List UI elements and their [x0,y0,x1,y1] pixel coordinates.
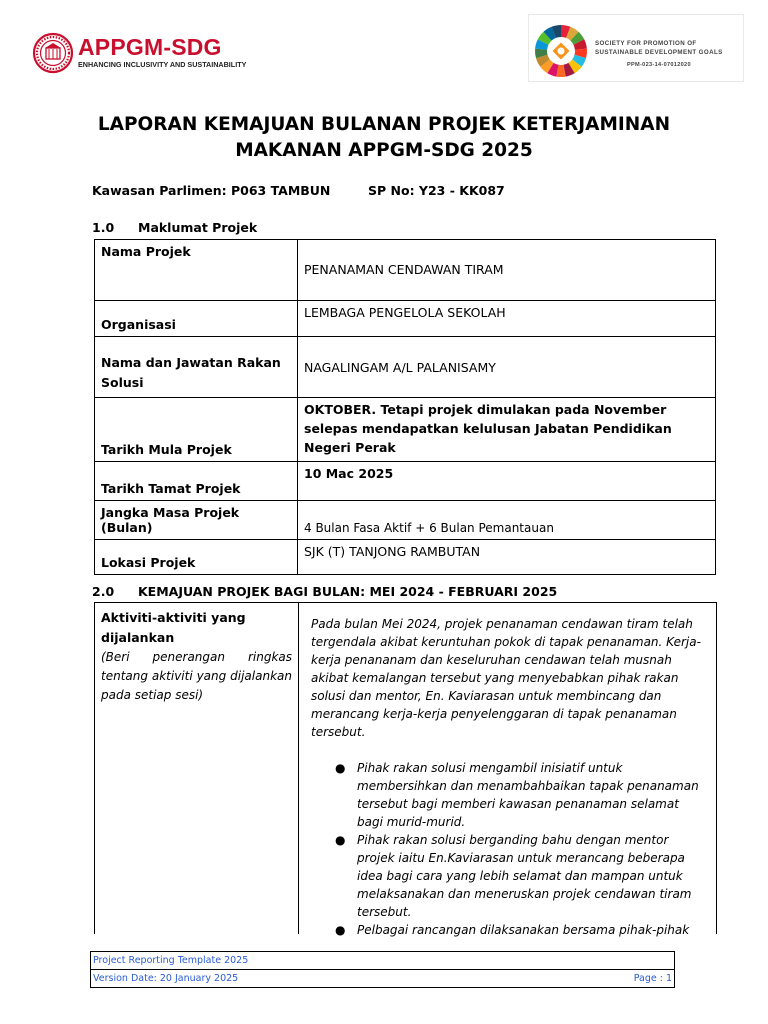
appgm-sdg-logo [32,32,247,74]
activities-description: (Beri penerangan ringkas tentang aktiviti yang dijalankan pada setiap sesi) [101,650,292,702]
page-footer [90,951,675,988]
label-cell: Lokasi Projek [95,540,298,575]
table-row [91,952,675,970]
version-cell [91,970,675,988]
parliament-seal-icon [32,32,74,74]
society-name: SOCIETY FOR PROMOTION OF SUSTAINABLE DEVELOPMENT GOALS [595,40,723,56]
label-cell: Jangka Masa Projek (Bulan) [95,501,298,540]
project-info-table [94,239,716,575]
list-item: ● Pihak rakan solusi berganding bahu dengan mentor projek iaitu En.Kaviarasan untuk merancang beberapa idea bagi cara yang lebih selamat dan mampan untuk melaksanakan dan meneruskan projek cendawan tiram tersebut. [335,833,692,919]
template-name: Project Reporting Template 2025 [91,952,675,970]
label-cell: Organisasi [95,301,298,337]
value-cell: NAGALINGAM A/L PALANISAMY [298,337,716,398]
value-cell: 4 Bulan Fasa Aktif + 6 Bulan Pemantauan [298,501,716,540]
version-date: Version Date: 20 January 2025 [93,973,239,984]
activities-title: Aktiviti-aktiviti yang dijalankan [101,610,246,645]
activities-content-cell [299,603,716,937]
section-1-heading: 1.0 Maklumat Projek [92,220,258,235]
activity-bullet-list [311,759,708,939]
value-cell: OKTOBER. Tetapi projek dimulakan pada November selepas mendapatkan kelulusan Jabatan Pendidikan Negeri Perak [298,398,716,462]
value-cell: 10 Mac 2025 [298,462,716,501]
label-cell: Nama dan Jawatan Rakan Solusi [95,337,298,398]
label-cell: Nama Projek [95,240,298,301]
value-cell: SJK (T) TANJONG RAMBUTAN [298,540,716,575]
bullet-icon: ● [335,833,346,847]
table-row [95,540,716,575]
label-cell: Tarikh Tamat Projek [95,462,298,501]
table-row [95,301,716,337]
brand-name: APPGM-SDG [78,34,222,60]
table-row [95,337,716,398]
sp-number: SP No: Y23 - KK087 [368,183,505,198]
table-row [91,970,675,988]
value-cell: PENANAMAN CENDAWAN TIRAM [298,240,716,301]
brand-tagline: ENHANCING INCLUSIVITY AND SUSTAINABILITY [78,60,247,69]
sdg-wheel-icon [533,23,589,79]
bullet-icon: ● [335,923,346,937]
sdg-society-logo [528,14,744,82]
table-row [95,462,716,501]
parliament-area: Kawasan Parlimen: P063 TAMBUN [92,183,331,198]
section-2-heading: 2.0 KEMAJUAN PROJEK BAGI BULAN: MEI 2024 - FEBRUARI 2025 [92,584,558,599]
table-row [95,398,716,462]
table-row [95,501,716,540]
registration-number: PPM-023-14-07012020 [627,62,691,68]
progress-paragraph: Pada bulan Mei 2024, projek penanaman cendawan tiram telah tergendala akibat keruntuhan pokok di tapak penanaman. Kerja-kerja penananam dan keseluruhan cendawan telah musnah akibat kemalangan tersebut yang menyebabkan pihak rakan solusi dan mentor, En. Kaviarasan untuk membincang dan merancang kerja-kerja penyelenggaran di tapak penanaman tersebut. [311,617,701,739]
bullet-icon: ● [335,761,346,775]
table-row [95,240,716,301]
page-number: Page : 1 [633,973,672,984]
progress-table [94,602,717,937]
report-title: LAPORAN KEMAJUAN BULANAN PROJEK KETERJAMINAN MAKANAN APPGM-SDG 2025 [97,114,671,161]
activities-label-cell [95,603,299,934]
label-cell: Tarikh Mula Projek [95,398,298,462]
list-item: ● Pihak rakan solusi mengambil inisiatif untuk membersihkan dan menambahbaikan tapak penanaman tersebut bagi memberi kawasan penanaman selamat bagi murid-murid. [335,761,699,829]
list-item: ● Pelbagai rancangan dilaksanakan bersama pihak-pihak [335,923,690,937]
value-cell: LEMBAGA PENGELOLA SEKOLAH [298,301,716,337]
